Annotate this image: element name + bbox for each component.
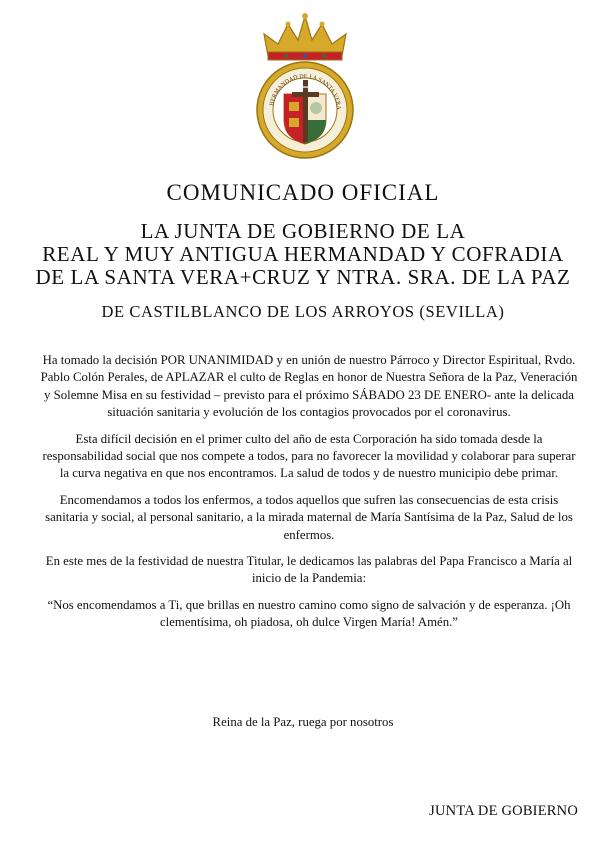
closing-prayer: Reina de la Paz, ruega por nosotros [212, 715, 394, 729]
svg-text:HERMANDAD DE LA SANTA VERA CRU: HERMANDAD DE LA SANTA VERA [269, 73, 342, 110]
brotherhood-crest-icon [246, 10, 364, 160]
paragraph-3: Encomendamos a todos los enfermos, a todos aquellos que sufren las consecuencias de esta crisis sanitaria y social, al personal sanitario, a la mirada maternal de María Santísima de la Paz, Salud de los enfermos. [45, 492, 573, 542]
heading-place: DE CASTILBLANCO DE LOS ARROYOS (SEVILLA) [101, 302, 505, 321]
heading-line-2: REAL Y MUY ANTIGUA HERMANDAD Y COFRADIA [42, 242, 564, 266]
page-title: COMUNICADO OFICIAL [166, 180, 440, 205]
heading-line-3: DE LA SANTA VERA+CRUZ Y NTRA. SRA. DE LA PAZ [35, 265, 571, 289]
signature: JUNTA DE GOBIERNO [429, 803, 578, 819]
paragraph-1: Ha tomado la decisión POR UNANIMIDAD y en unión de nuestro Párroco y Director Espiritual, Rvdo. Pablo Colón Perales, de APLAZAR el culto de Reglas en honor de Nuestra Señora de la Paz, Veneración y Solemne Misa en su festividad – previsto para el próximo SÁBADO 23 DE ENERO- ante la delicada situación sanitaria y evolución de los contagios provocados por el coronavirus. [40, 353, 578, 420]
paragraph-2: Esta difícil decisión en el primer culto del año de esta Corporación ha sido tomada desde la responsabilidad social que nos compete a todos, para no favorecer la movilidad y colaborar para superar la curva negativa en que nos encontramos. La salud de todos y de nuestro municipio debe primar. [42, 431, 576, 481]
heading-line-1: LA JUNTA DE GOBIERNO DE LA [140, 219, 466, 243]
crown-icon [264, 13, 346, 60]
paragraph-4: En este mes de la festividad de nuestra Titular, le dedicamos las palabras del Papa Francisco a María al inicio de la Pandemia: [45, 554, 573, 586]
pope-quote: “Nos encomendamos a Ti, que brillas en nuestro camino como signo de salvación y de esperanza. ¡Oh clementísima, oh piadosa, oh dulce Virgen María! Amén.” [47, 597, 571, 630]
communique-body [40, 352, 578, 641]
